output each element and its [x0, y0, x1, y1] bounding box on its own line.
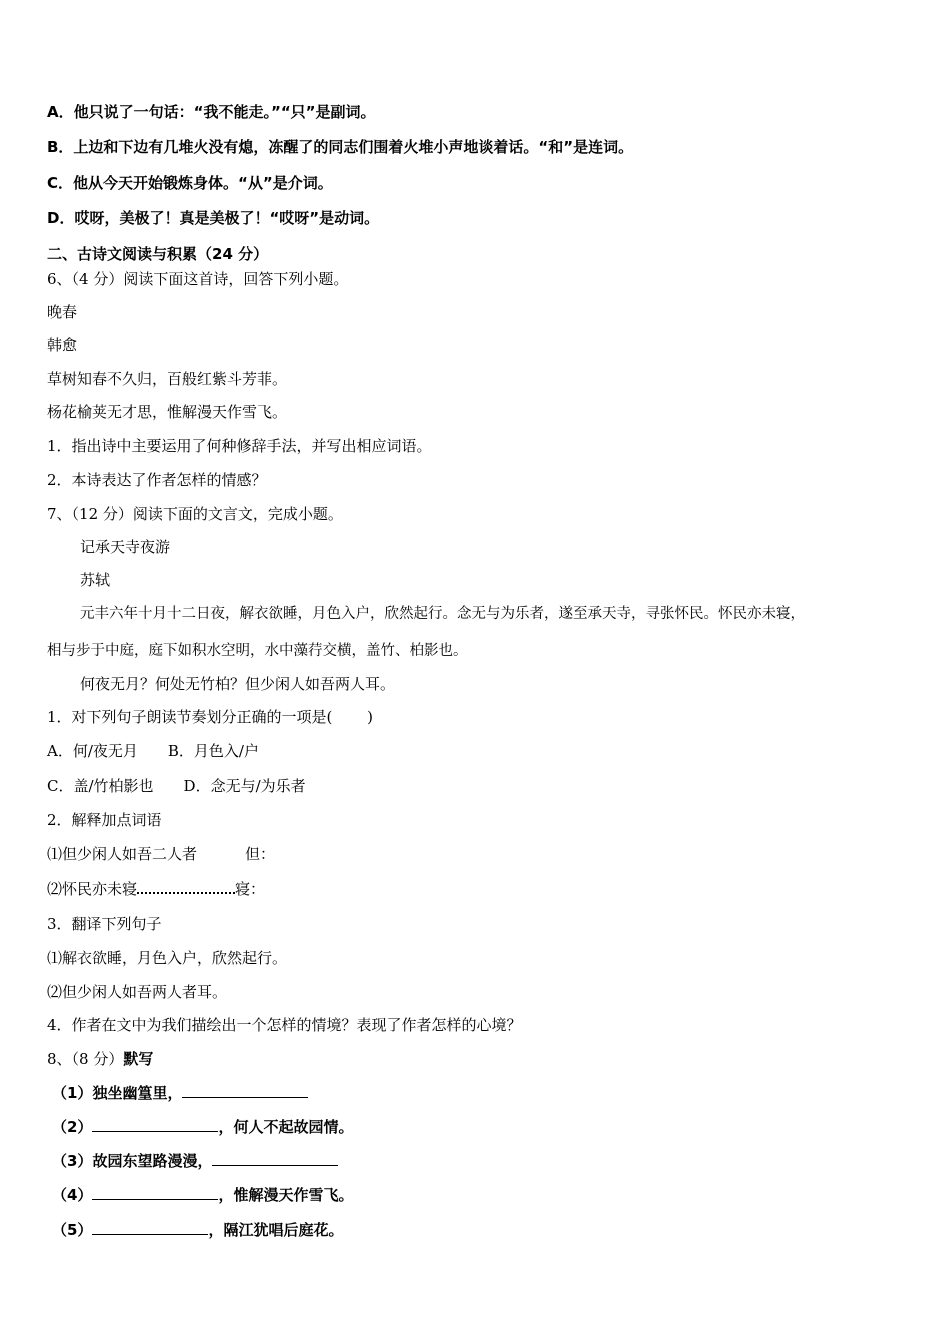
dictation-item-2 [52, 1117, 353, 1137]
answer-blank[interactable] [92, 1185, 218, 1200]
q6-sub-question-1: 1．指出诗中主要运用了何种修辞手法，并写出相应词语。 [47, 437, 432, 455]
translate-item-1: ⑴解衣欲睡，月色入户，欣然起行。 [47, 949, 288, 967]
q7-option-a: A．何/夜无月 [47, 742, 138, 760]
option-c: C．他从今天开始锻炼身体。“从”是介词。 [47, 174, 333, 192]
answer-blank[interactable] [212, 1151, 338, 1166]
q6-sub-question-2: 2．本诗表达了作者怎样的情感？ [47, 471, 267, 489]
dictation-item-1-text: 独坐幽篁里， [92, 1084, 183, 1102]
explain-item-2-word: 寝： [235, 880, 266, 898]
dictation-item-2-text: ，何人不起故园情。 [218, 1118, 354, 1136]
dictation-item-3-text: 故园东望路漫漫， [92, 1152, 213, 1170]
q7-option-b: B．月色入/户 [167, 742, 259, 760]
q7-option-d: D．念无与/为乐者 [183, 777, 306, 795]
option-b: B．上边和下边有几堆火没有熄，冻醒了的同志们围着火堆小声地谈着话。“和”是连词。 [47, 138, 634, 156]
explain-item-2-text: ⑵怀民亦未寝 [47, 880, 138, 898]
q8-stem [47, 1049, 153, 1069]
q7-stem: 7、（12 分）阅读下面的文言文，完成小题。 [47, 505, 343, 523]
translate-item-2: ⑵但少闲人如吾两人者耳。 [47, 983, 228, 1001]
option-d: D．哎呀，美极了！真是美极了！“哎呀”是动词。 [47, 209, 380, 227]
passage-paragraph-1a: 元丰六年十月十二日夜，解衣欲睡，月色入户，欣然起行。念无与为乐者，遂至承天寺，寻张怀民。怀民亦未寝， [80, 606, 805, 622]
q8-stem-title: 默写 [123, 1050, 154, 1068]
q7-options-row-2 [47, 776, 306, 796]
passage-title: 记承天寺夜游 [80, 538, 171, 556]
explain-item-2 [47, 879, 265, 899]
poem-title: 晚春 [47, 303, 78, 321]
explain-item-1 [47, 844, 275, 864]
poem-line-2: 杨花榆荚无才思，惟解漫天作雪飞。 [47, 403, 288, 421]
dictation-item-4 [52, 1185, 353, 1205]
answer-blank[interactable] [92, 1220, 208, 1235]
dictation-item-3-num: （3） [52, 1152, 93, 1170]
q8-stem-prefix: 8、（8 分） [47, 1050, 124, 1068]
option-a: A．他只说了一句话：“我不能走。”“只”是副词。 [47, 103, 376, 121]
q6-stem: 6、（4 分）阅读下面这首诗，回答下列小题。 [47, 270, 349, 288]
emphasis-dots [137, 882, 235, 894]
q7-sub-question-2: 2．解释加点词语 [47, 811, 162, 829]
dictation-item-4-num: （4） [52, 1186, 93, 1204]
q7-options-row-1 [47, 741, 259, 761]
poem-line-1: 草树知春不久归，百般红紫斗芳菲。 [47, 370, 288, 388]
dictation-item-2-num: （2） [52, 1118, 93, 1136]
answer-blank[interactable] [92, 1117, 218, 1132]
dictation-item-4-text: ，惟解漫天作雪飞。 [218, 1186, 354, 1204]
q7-sub-question-4: 4．作者在文中为我们描绘出一个怎样的情境？表现了作者怎样的心境？ [47, 1016, 522, 1034]
answer-blank[interactable] [182, 1083, 308, 1098]
dictation-item-1 [52, 1083, 308, 1103]
explain-item-1-text: ⑴但少闲人如吾二人者 [47, 845, 198, 863]
explain-item-1-word: 但： [245, 845, 276, 863]
dictation-item-3 [52, 1151, 338, 1171]
passage-author: 苏轼 [80, 571, 111, 589]
q7-sub-question-3: 3．翻译下列句子 [47, 915, 162, 933]
dictation-item-1-num: （1） [52, 1084, 93, 1102]
dictation-item-5-num: （5） [52, 1221, 93, 1239]
dictation-item-5 [52, 1220, 343, 1240]
q7-option-c: C．盖/竹柏影也 [47, 777, 154, 795]
passage-paragraph-1b: 相与步于中庭，庭下如积水空明，水中藻荇交横，盖竹、柏影也。 [47, 643, 468, 659]
q7-sub-question-1: 1．对下列句子朗读节奏划分正确的一项是( ) [47, 708, 374, 726]
dictation-item-5-text: ，隔江犹唱后庭花。 [208, 1221, 344, 1239]
section-heading: 二、古诗文阅读与积累（24 分） [47, 245, 269, 263]
poem-author: 韩愈 [47, 336, 78, 354]
passage-paragraph-2: 何夜无月？何处无竹柏？但少闲人如吾两人耳。 [80, 675, 396, 693]
